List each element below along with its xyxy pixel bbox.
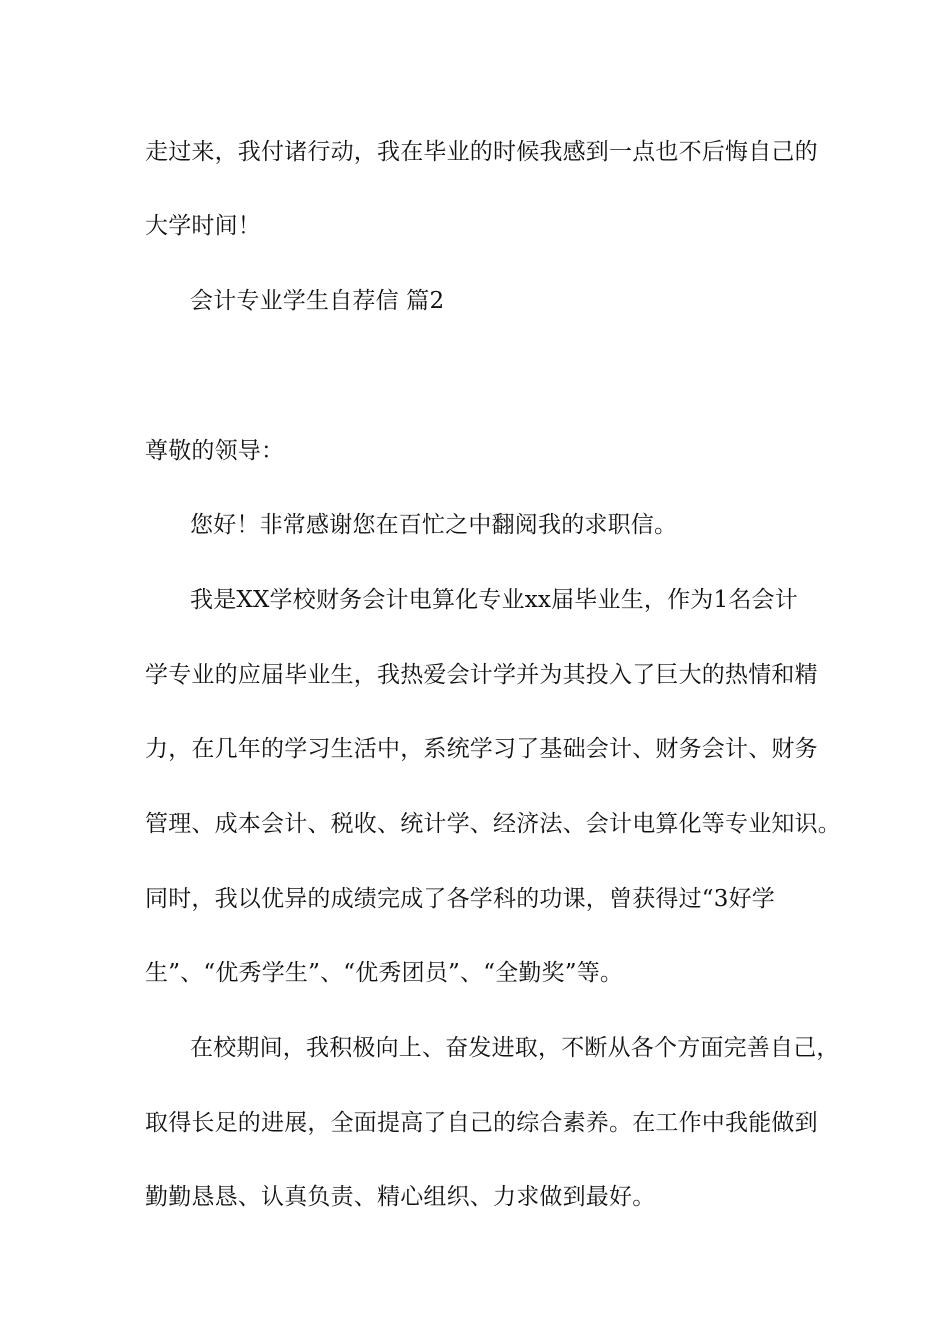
- body-paragraph-line: 我是XX学校财务会计电算化专业xx届毕业生，作为1名会计: [190, 587, 798, 613]
- paragraph-line-continuation-2: 大学时间！: [145, 213, 261, 239]
- paragraph-line-continuation-1: 走过来，我付诸行动，我在毕业的时候我感到一点也不后悔自己的: [145, 139, 818, 165]
- body-paragraph-line: 取得长足的进展，全面提高了自己的综合素养。在工作中我能做到: [145, 1110, 818, 1136]
- letter-salutation: 尊敬的领导：: [145, 438, 285, 464]
- section-heading: 会计专业学生自荐信 篇2: [190, 288, 445, 314]
- body-paragraph-line: 勤勤恳恳、认真负责、精心组织、力求做到最好。: [145, 1184, 656, 1210]
- body-paragraph-line: 学专业的应届毕业生，我热爱会计学并为其投入了巨大的热情和精: [145, 662, 818, 688]
- body-paragraph-line: 力，在几年的学习生活中，系统学习了基础会计、财务会计、财务: [145, 736, 818, 762]
- greeting-line: 您好！非常感谢您在百忙之中翻阅我的求职信。: [190, 512, 678, 538]
- body-paragraph-line: 同时，我以优异的成绩完成了各学科的功课，曾获得过“3好学: [145, 886, 775, 912]
- body-paragraph-line: 管理、成本会计、税收、统计学、经济法、会计电算化等专业知识。: [145, 811, 841, 837]
- body-paragraph-line: 在校期间，我积极向上、奋发进取，不断从各个方面完善自己，: [190, 1035, 840, 1061]
- body-paragraph-line: 生”、“优秀学生”、“优秀团员”、“全勤奖”等。: [145, 960, 624, 986]
